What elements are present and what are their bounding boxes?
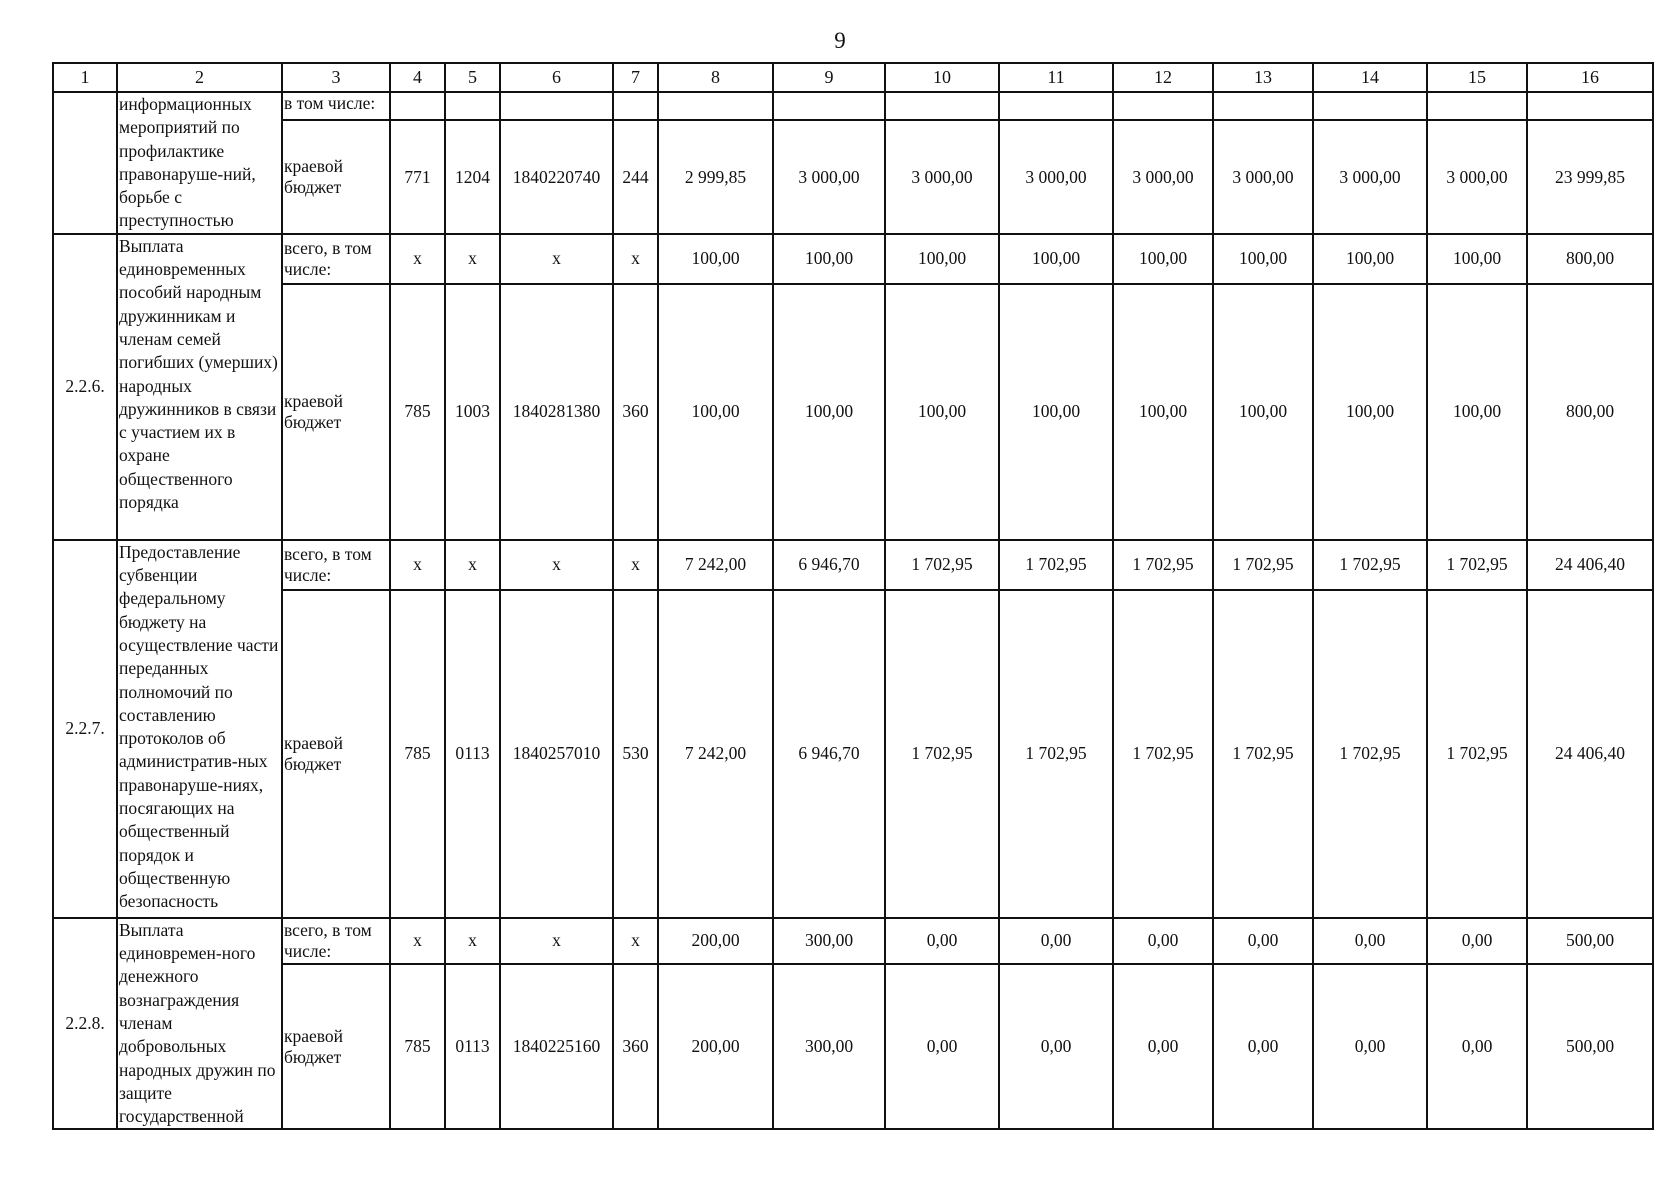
value-cell: 0113	[445, 590, 500, 918]
column-number: 12	[1113, 63, 1213, 92]
value-cell: 1 702,95	[885, 540, 999, 590]
column-number-header-row	[53, 63, 1653, 92]
measure-name: Выплата единовремен-ного денежного вознаграждения членам добровольных народных дружин по защите государственной	[117, 918, 282, 1130]
value-cell: x	[613, 234, 658, 284]
total-row	[53, 540, 1653, 590]
value-cell: 100,00	[1113, 284, 1213, 540]
value-cell: x	[445, 234, 500, 284]
value-cell: 100,00	[1313, 284, 1427, 540]
column-number: 4	[390, 63, 445, 92]
value-cell	[1213, 92, 1313, 120]
value-cell: 1840225160	[500, 964, 613, 1129]
column-number: 10	[885, 63, 999, 92]
value-cell: x	[390, 540, 445, 590]
value-cell: 100,00	[658, 234, 773, 284]
funding-label: в том числе:	[282, 92, 390, 120]
value-cell: 500,00	[1527, 918, 1653, 964]
value-cell: 100,00	[999, 234, 1113, 284]
value-cell: 200,00	[658, 964, 773, 1129]
value-cell: 3 000,00	[1427, 120, 1527, 233]
funding-label: краевой бюджет	[282, 590, 390, 918]
value-cell: 1840220740	[500, 120, 613, 233]
column-number: 8	[658, 63, 773, 92]
value-cell: 7 242,00	[658, 590, 773, 918]
value-cell: 0113	[445, 964, 500, 1129]
column-number: 5	[445, 63, 500, 92]
row-number-cell	[53, 92, 117, 234]
budget-table	[52, 62, 1654, 1130]
value-cell	[885, 92, 999, 120]
funding-label: краевой бюджет	[282, 964, 390, 1129]
value-cell: 785	[390, 964, 445, 1129]
value-cell: 100,00	[773, 284, 885, 540]
row-number: 2.2.8.	[53, 918, 117, 1130]
measure-name: Выплата единовременных пособий народным дружинникам и членам семей погибших (умерших) народных дружинников в связи с участием их в охране общественного порядка	[117, 234, 282, 540]
value-cell: 1003	[445, 284, 500, 540]
column-number: 13	[1213, 63, 1313, 92]
value-cell	[1113, 92, 1213, 120]
value-cell: 0,00	[999, 918, 1113, 964]
value-cell: 1 702,95	[1113, 590, 1213, 918]
value-cell: 7 242,00	[658, 540, 773, 590]
value-cell: 1840257010	[500, 590, 613, 918]
value-cell: 0,00	[1427, 964, 1527, 1129]
measure-name: информационных мероприятий по профилактике правонаруше-ний, борьбе с преступностью	[117, 92, 282, 234]
value-cell: 0,00	[1427, 918, 1527, 964]
continuation-subtotal-row	[53, 92, 1653, 120]
value-cell: 100,00	[999, 284, 1113, 540]
value-cell: x	[390, 234, 445, 284]
value-cell	[500, 92, 613, 120]
value-cell: 1 702,95	[1313, 590, 1427, 918]
value-cell: 100,00	[773, 234, 885, 284]
total-row	[53, 918, 1653, 964]
column-number: 3	[282, 63, 390, 92]
value-cell: 1 702,95	[1213, 590, 1313, 918]
value-cell: 3 000,00	[999, 120, 1113, 233]
value-cell: 0,00	[999, 964, 1113, 1129]
funding-label: всего, в том числе:	[282, 540, 390, 590]
column-number: 15	[1427, 63, 1527, 92]
value-cell: 360	[613, 964, 658, 1129]
value-cell: 3 000,00	[1313, 120, 1427, 233]
value-cell: 1 702,95	[1213, 540, 1313, 590]
row-number: 2.2.7.	[53, 540, 117, 918]
value-cell: 100,00	[885, 284, 999, 540]
value-cell: 1840281380	[500, 284, 613, 540]
value-cell: 1 702,95	[1427, 540, 1527, 590]
value-cell: 1 702,95	[1427, 590, 1527, 918]
value-cell	[1527, 92, 1653, 120]
value-cell: x	[500, 234, 613, 284]
column-number: 14	[1313, 63, 1427, 92]
value-cell: x	[613, 918, 658, 964]
value-cell: 785	[390, 284, 445, 540]
value-cell: 0,00	[1313, 964, 1427, 1129]
column-number: 7	[613, 63, 658, 92]
budget-row	[53, 590, 1653, 918]
value-cell: 100,00	[1213, 234, 1313, 284]
value-cell: x	[500, 918, 613, 964]
value-cell: 0,00	[885, 918, 999, 964]
value-cell: 200,00	[658, 918, 773, 964]
column-number: 11	[999, 63, 1113, 92]
value-cell	[1427, 92, 1527, 120]
value-cell: 300,00	[773, 918, 885, 964]
column-number: 1	[53, 63, 117, 92]
value-cell: 100,00	[1313, 234, 1427, 284]
value-cell: 0,00	[1113, 918, 1213, 964]
column-number: 2	[117, 63, 282, 92]
value-cell: 1 702,95	[999, 590, 1113, 918]
value-cell	[445, 92, 500, 120]
value-cell: 0,00	[1213, 918, 1313, 964]
budget-row	[53, 284, 1653, 540]
value-cell: 3 000,00	[773, 120, 885, 233]
value-cell: x	[445, 540, 500, 590]
value-cell: 0,00	[1113, 964, 1213, 1129]
value-cell: 771	[390, 120, 445, 233]
funding-label: всего, в том числе:	[282, 918, 390, 964]
value-cell: 500,00	[1527, 964, 1653, 1129]
value-cell: 800,00	[1527, 234, 1653, 284]
column-number: 16	[1527, 63, 1653, 92]
value-cell: 3 000,00	[1113, 120, 1213, 233]
value-cell	[1313, 92, 1427, 120]
value-cell: 244	[613, 120, 658, 233]
value-cell: 100,00	[1427, 234, 1527, 284]
value-cell: 1 702,95	[999, 540, 1113, 590]
value-cell: 6 946,70	[773, 540, 885, 590]
value-cell: 100,00	[658, 284, 773, 540]
funding-label: всего, в том числе:	[282, 234, 390, 284]
value-cell	[613, 92, 658, 120]
value-cell: 3 000,00	[885, 120, 999, 233]
value-cell	[658, 92, 773, 120]
value-cell: 3 000,00	[1213, 120, 1313, 233]
value-cell: 2 999,85	[658, 120, 773, 233]
value-cell: 1 702,95	[1313, 540, 1427, 590]
value-cell: 1 702,95	[885, 590, 999, 918]
value-cell: 0,00	[1313, 918, 1427, 964]
value-cell: x	[500, 540, 613, 590]
value-cell: 0,00	[885, 964, 999, 1129]
value-cell: 530	[613, 590, 658, 918]
value-cell: 24 406,40	[1527, 590, 1653, 918]
value-cell	[773, 92, 885, 120]
value-cell: 0,00	[1213, 964, 1313, 1129]
value-cell: x	[613, 540, 658, 590]
value-cell: 300,00	[773, 964, 885, 1129]
value-cell: 6 946,70	[773, 590, 885, 918]
row-number: 2.2.6.	[53, 234, 117, 540]
value-cell: 360	[613, 284, 658, 540]
column-number: 6	[500, 63, 613, 92]
value-cell	[390, 92, 445, 120]
value-cell: 100,00	[1113, 234, 1213, 284]
value-cell: 1204	[445, 120, 500, 233]
value-cell: x	[390, 918, 445, 964]
measure-name: Предоставление субвенции федеральному бюджету на осуществление части переданных полномочий по составлению протоколов об административ-ных правонаруше-ниях, посягающих на общественный порядок и общественную безопасность	[117, 540, 282, 918]
column-number: 9	[773, 63, 885, 92]
value-cell: 785	[390, 590, 445, 918]
value-cell: 100,00	[1427, 284, 1527, 540]
total-row	[53, 234, 1653, 284]
value-cell: 800,00	[1527, 284, 1653, 540]
value-cell: 1 702,95	[1113, 540, 1213, 590]
funding-label: краевой бюджет	[282, 120, 390, 233]
value-cell: 100,00	[885, 234, 999, 284]
value-cell	[999, 92, 1113, 120]
funding-label: краевой бюджет	[282, 284, 390, 540]
value-cell: 23 999,85	[1527, 120, 1653, 233]
budget-row	[53, 120, 1653, 233]
value-cell: 24 406,40	[1527, 540, 1653, 590]
value-cell: x	[445, 918, 500, 964]
value-cell: 100,00	[1213, 284, 1313, 540]
budget-row	[53, 964, 1653, 1129]
page-number: 9	[834, 28, 846, 53]
